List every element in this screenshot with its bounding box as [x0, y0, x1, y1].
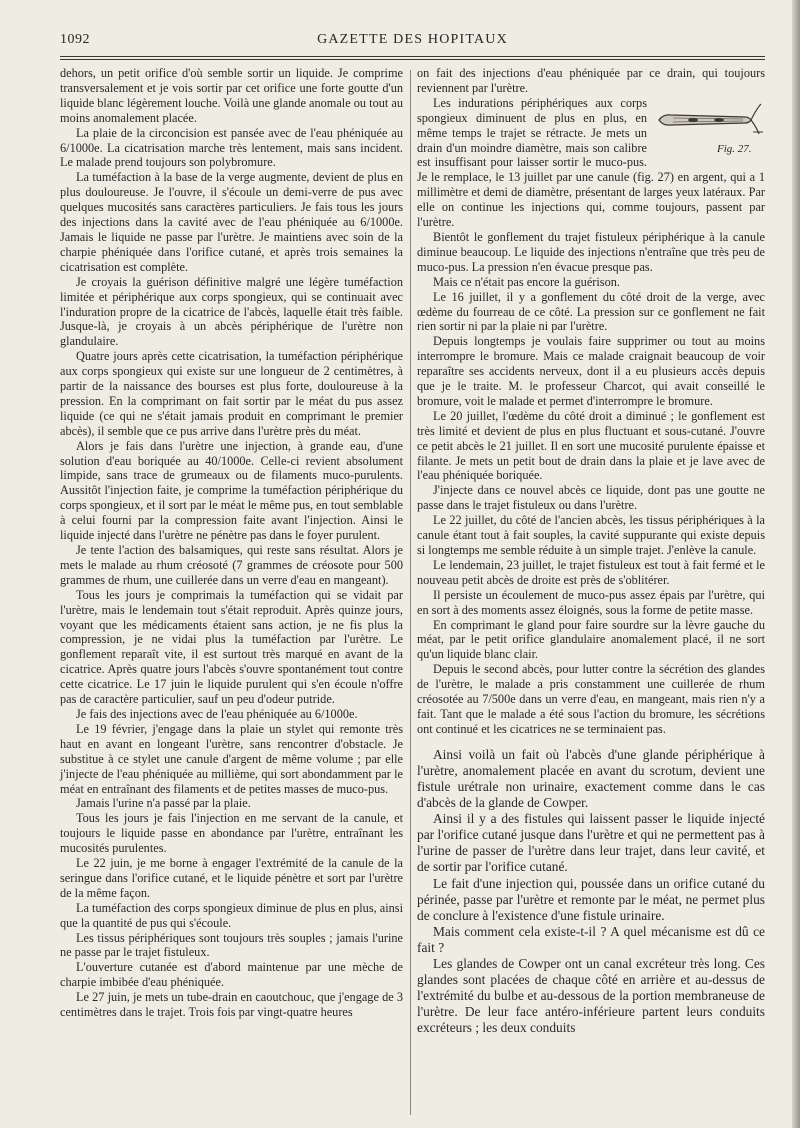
- page-number: 1092: [60, 32, 90, 47]
- paragraph: Depuis longtemps je voulais faire supprimer ou tout au moins interrompre le bromure. Mais ce malade craignait beaucoup de voir reparaître ses accidents nerveux, dont il a eu plusieurs accès depuis que je le traite. M. le professeur Charcot, qui avait conseillé le bromure, voit le malade et permet d'interrompre le bromure.: [417, 334, 765, 408]
- paragraph: Alors je fais dans l'urètre une injection, à grande eau, d'une solution d'eau boriquée au 40/1000e. Celle-ci revient absolument limpide, sans trace de grumeaux ou de filaments muco-purulents. Aussitôt l'injection faite, je comprime la tuméfaction périphérique du corps spongieux, et il sort par le méat le même pus, en tout semblable à celui fourni par la compression faite avant l'injection. Ainsi le liquide injecté dans l'urètre ne pénètre pas dans le foyer purulent.: [60, 438, 403, 543]
- paragraph: Le 27 juin, je mets un tube-drain en caoutchouc, que j'engage de 3 centimètres dans le trajet. Trois fois par vingt-quatre heures: [60, 990, 403, 1020]
- paragraph: Le 22 juin, je me borne à engager l'extrémité de la canule de la seringue dans l'orifice cutané, et le liquide pénètre et sort par l'urètre de la même façon.: [60, 856, 403, 900]
- commentary-paragraph: Le fait d'une injection qui, poussée dans un orifice cutané du périnée, passe par l'urètre et remonte par le méat, ne permet plus de conclure à l'existence d'une fistule urinaire.: [417, 875, 765, 923]
- page-header: [60, 28, 765, 50]
- paragraph: on fait des injections d'eau phéniquée par ce drain, qui toujours reviennent par l'urètre.: [417, 66, 765, 95]
- paragraph: Les tissus périphériques sont toujours très souples ; jamais l'urine ne passe par le trajet fistuleux.: [60, 930, 403, 960]
- paragraph: Depuis le second abcès, pour lutter contre la sécrétion des glandes de l'urètre, le malade a pris constamment une cuillerée de rhum créosotée au 7/500e dans un verre d'eau, en mangeant, mais rien n'y a fait. Tant que le malade a été sous l'action du bromure, les sécrétions ont continué et les cicatrices ne se terminaient pas.: [417, 662, 765, 736]
- header-rule: [60, 56, 765, 57]
- paragraph: dehors, un petit orifice d'où semble sortir un liquide. Je comprime transversalement et je vois sortir par cet orifice une forte goutte d'un liquide blanc légèrement louche. Voilà une glande anomale ou tout au moins anomalement placée.: [60, 66, 403, 125]
- paragraph: Jamais l'urine n'a passé par la plaie.: [76, 796, 251, 811]
- commentary-paragraph: Ainsi il y a des fistules qui laissent passer le liquide injecté par l'orifice cutané jusque dans l'urètre et qui ne permettent pas à l'urine de passer de l'urètre dans leur trajet, dans leur cavité, et de sortir par l'orifice cutané.: [417, 811, 765, 875]
- paragraph: Le 20 juillet, l'œdème du côté droit a diminué ; le gonflement est très limité et devient de plus en plus fluctuant et sous-cutané. J'ouvre ce petit abcès le 21 juillet. Il en sort une mucosité purulente épaisse et filante. Je mets un petit bout de drain dans la plaie et je lave avec de l'eau phéniquée boriquée.: [417, 408, 765, 483]
- paragraph: J'injecte dans ce nouvel abcès ce liquide, dont pas une goutte ne passe dans le trajet fistuleux ou dans l'urètre.: [417, 483, 765, 513]
- paragraph: Le 19 février, j'engage dans la plaie un stylet qui remonte très haut en avant en longeant l'urètre, sans rencontrer d'obstacle. Je substitue à ce stylet une canule d'argent de même volume ; par elle j'injecte de l'eau phéniquée au millième, qui sort abondamment par le méat en entraînant des filaments et de petites masses de muco-pus.: [60, 721, 403, 796]
- paragraph: Le lendemain, 23 juillet, le trajet fistuleux est tout à fait fermé et le nouveau petit abcès de droite est près de s'oblitérer.: [417, 557, 765, 587]
- paragraph: La tuméfaction à la base de la verge augmente, devient de plus en plus douloureuse. Je l'ouvre, il s'écoule un demi-verre de pus avec quelques mucosités sans caractères particuliers. Je fais tous les jours des injections dans la cavité avec de l'eau phéniquée au 6/1000e. Jamais le liquide ne passe par l'urètre. Je maintiens avec soin de la charpie phéniquée dans l'orifice cutané, et après trois semaines la cicatrisation est complète.: [60, 170, 403, 274]
- commentary-paragraph: Mais comment cela existe-t-il ? A quel mécanisme est dû ce fait ?: [417, 923, 765, 955]
- column-divider: [410, 70, 411, 1115]
- right-column: [417, 66, 765, 1036]
- paragraph: Bientôt le gonflement du trajet fistuleux périphérique à la canule diminue beaucoup. Le liquide des injections n'entraîne que très peu de muco-pus. La pression n'en évacue presque pas.: [417, 229, 765, 274]
- paragraph: Tous les jours je comprimais la tuméfaction qui se vidait par l'urètre, mais le lendemain tout s'était reproduit. Après quinze jours, voyant que les médicaments étaient sans action, je ne fis plus la compression, je ne vidai plus la tuméfaction par l'urètre. Le gonflement reparaît vite, il est surtout très marqué en avant de la cicatrice. Après quatre jours l'abcès s'ouvre spontanément tout contre cette cicatrice. Le 17 juin le liquide purulent qui s'en écoule n'offre pas de caractère particulier, sauf un peu d'odeur putride.: [60, 587, 403, 707]
- paragraph: L'ouverture cutanée est d'abord maintenue par une mèche de charpie imbibée d'eau phéniquée.: [60, 960, 403, 990]
- canula-illustration: [653, 98, 765, 142]
- paragraph: Je fais des injections avec de l'eau phéniquée au 6/1000e.: [76, 706, 358, 721]
- paragraph: Je croyais la guérison définitive malgré une légère tuméfaction limitée et périphérique aux corps spongieux, qui se continuait avec l'induration propre de la cicatrice de l'abcès, laquelle était très faible. Jusque-là, je croyais à un abcès périphérique de l'urètre non glandulaire.: [60, 274, 403, 349]
- paragraph: En comprimant le gland pour faire sourdre sur la lèvre gauche du méat, par le petit orifice glandulaire anomalement placé, il ne sort qu'un liquide blanc clair.: [417, 617, 765, 662]
- paragraph-with-figure: [417, 96, 765, 230]
- journal-title: GAZETTE DES HOPITAUX: [317, 32, 508, 47]
- paragraph: Il persiste un écoulement de muco-pus assez épais par l'urètre, qui en sort à des moments assez éloignés, sous la forme de petite masse.: [417, 587, 765, 617]
- commentary-paragraph: Ainsi voilà un fait où l'abcès d'une glande périphérique à l'urètre, anomalement placée en avant du scrotum, devient une fistule urétrale non urinaire, exactement comme dans le cas d'abcès de la glande de Cowper.: [417, 746, 765, 811]
- paragraph: Quatre jours après cette cicatrisation, la tuméfaction périphérique aux corps spongieux qui existe sur une longueur de 2 centimètres, à partir de la naissance des bourses est plus forte, douloureuse à la pression. En la comprimant on fait sortir par le méat du pus assez liquide (ce qui ne s'était jamais produit en comprimant le premier abcès), il semble que ce pus arrive dans l'urètre près du méat.: [60, 349, 403, 438]
- paragraph: Je tente l'action des balsamiques, qui reste sans résultat. Alors je mets le malade au rhum créosoté (7 grammes de créosote pour 500 grammes de rhum, une cuillerée dans un verre d'eau en mangeant).: [60, 543, 403, 587]
- paragraph: La tuméfaction des corps spongieux diminue de plus en plus, ainsi que la quantité de pus qui s'écoule.: [60, 900, 403, 930]
- commentary-paragraph: Les glandes de Cowper ont un canal excréteur très long. Ces glandes sont placées de chaque côté en arrière et au-dessus de l'extrémité du bulbe et au-dessous de la portion membraneuse de l'urètre. De leur face antéro-inférieure partent leurs conduits excréteurs ; les deux conduits: [417, 956, 765, 1036]
- left-column: [60, 66, 403, 1020]
- figure-caption: Fig. 27.: [717, 142, 752, 155]
- paragraph: Le 22 juillet, du côté de l'ancien abcès, les tissus périphériques à la canule étant tout à fait souples, la cavité suppurante qui existe depuis si longtemps me semble réduite à un simple trajet. J'enlève la canule.: [417, 513, 765, 557]
- paragraph-text: Les indurations périphériques aux corps spongieux diminuent de plus en plus, en même temps le trajet se rétracte. Je mets un drain d'un moindre diamètre, mais son calibre est insuffisant pour laisser sortir le muco-pus. Je le remplace, le 13 juillet par une canule (fig. 27) en argent, qui a 1 millimètre et demi de diamètre, présentant de larges yeux latéraux. Par elle on continue les injections qui, comme toujours, passent par l'urètre.: [417, 95, 765, 230]
- paragraph: Mais ce n'était pas encore la guérison.: [433, 274, 620, 289]
- canula-figure: [653, 98, 765, 156]
- paragraph: Tous les jours je fais l'injection en me servant de la canule, et toujours le liquide passe en abondance par l'urètre, entraînant les mucosités purulentes.: [60, 811, 403, 856]
- paragraph: Le 16 juillet, il y a gonflement du côté droit de la verge, avec œdème du fourreau de ce côté. La pression sur ce gonflement ne fait rien sortir ni par la plaie ni par l'urètre.: [417, 289, 765, 334]
- commentary-section: [417, 747, 765, 1037]
- page-edge-shadow: [792, 0, 800, 1128]
- header-rule-double: [60, 59, 765, 60]
- paragraph: La plaie de la circoncision est pansée avec de l'eau phéniquée au 6/1000e. La cicatrisation marche très lentement, mais sans incident. Le malade prend toujours son polybromure.: [60, 125, 403, 170]
